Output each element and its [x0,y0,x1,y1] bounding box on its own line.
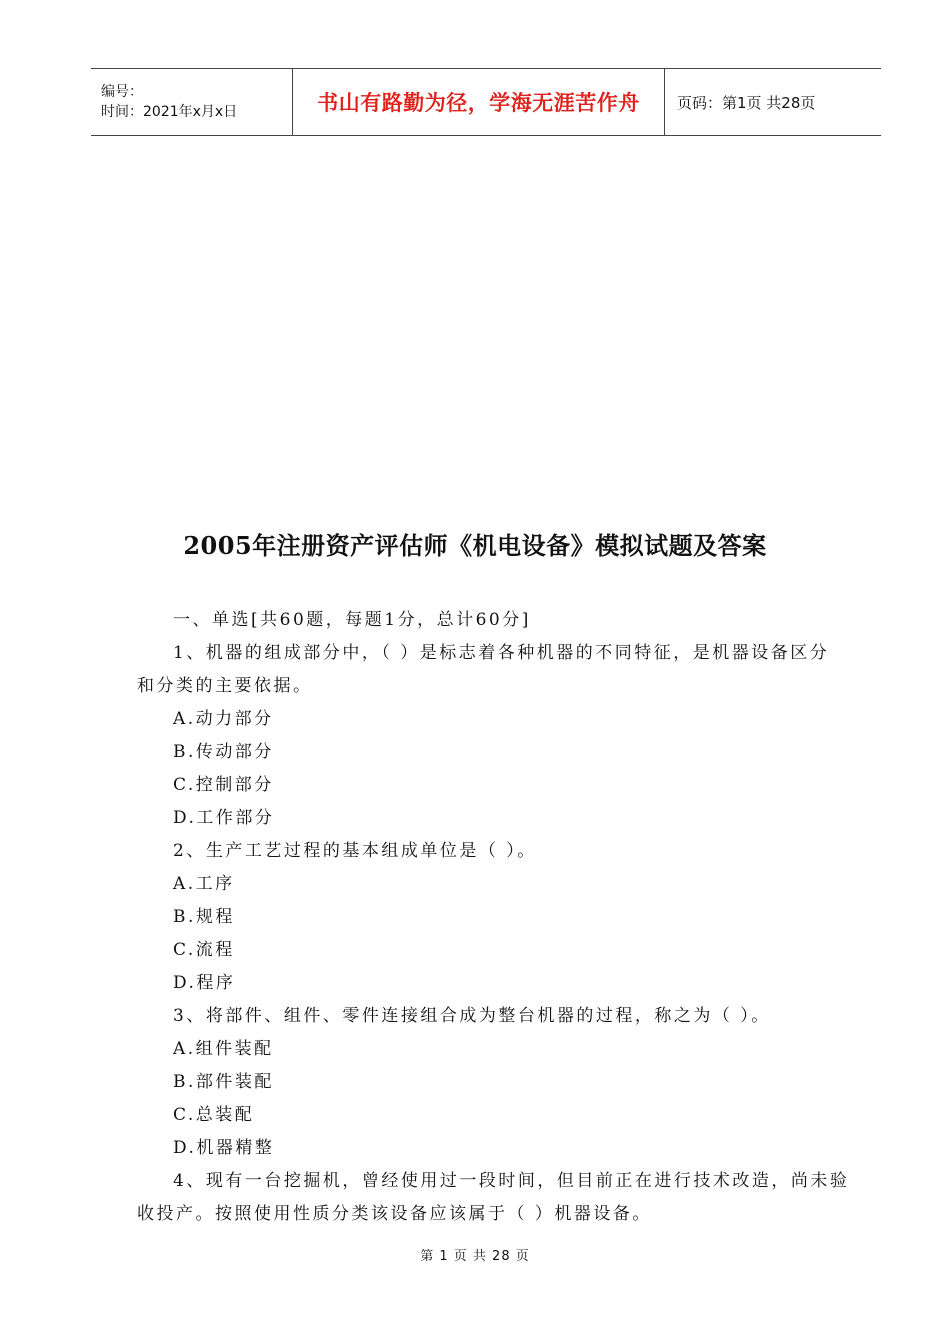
question-1-option-a: A.动力部分 [173,709,274,729]
header-motto: 书山有路勤为径，学海无涯苦作舟 [317,91,640,115]
question-2-text: 2、生产工艺过程的基本组成单位是（ ）。 [173,841,537,861]
header-meta [91,69,293,135]
question-4-text-cont: 收投产。按照使用性质分类该设备应该属于（ ）机器设备。 [137,1204,652,1224]
question-2-option-b: B.规程 [173,907,235,927]
document-title: 2005年注册资产评估师《机电设备》模拟试题及答案 [183,531,767,560]
question-1-option-c: C.控制部分 [173,775,274,795]
question-1-text-cont: 和分类的主要依据。 [137,676,313,696]
page-header [91,68,881,136]
question-3-text: 3、将部件、组件、零件连接组合成为整台机器的过程，称之为（ ）。 [173,1006,771,1026]
question-1-option-b: B.传动部分 [173,742,274,762]
page-footer: 第 1 页 共 28 页 [420,1249,530,1264]
question-3-option-c: C.总装配 [173,1105,255,1125]
question-3-option-a: A.组件装配 [173,1039,274,1059]
document-body [137,604,850,1231]
question-3-option-b: B.部件装配 [173,1072,274,1092]
question-1-text: 1、机器的组成部分中，（ ）是标志着各种机器的不同特征，是机器设备区分 [173,643,830,663]
question-4-text: 4、现有一台挖掘机，曾经使用过一段时间，但目前正在进行技术改造，尚未验 [173,1171,850,1191]
question-2-option-c: C.流程 [173,940,235,960]
question-2-option-d: D.程序 [173,973,236,993]
header-motto-cell [293,69,665,135]
question-1-option-d: D.工作部分 [173,808,275,828]
question-3-option-d: D.机器精整 [173,1138,275,1158]
document-time-label: 时间：2021年x月x日 [101,104,238,120]
document-number-label: 编号： [101,84,143,100]
header-page-info: 页码：第1页 共28页 [677,93,816,112]
header-page-info-cell [665,69,881,135]
section-heading: 一、单选[共60题，每题1分，总计60分] [173,610,531,630]
question-2-option-a: A.工序 [173,874,235,894]
